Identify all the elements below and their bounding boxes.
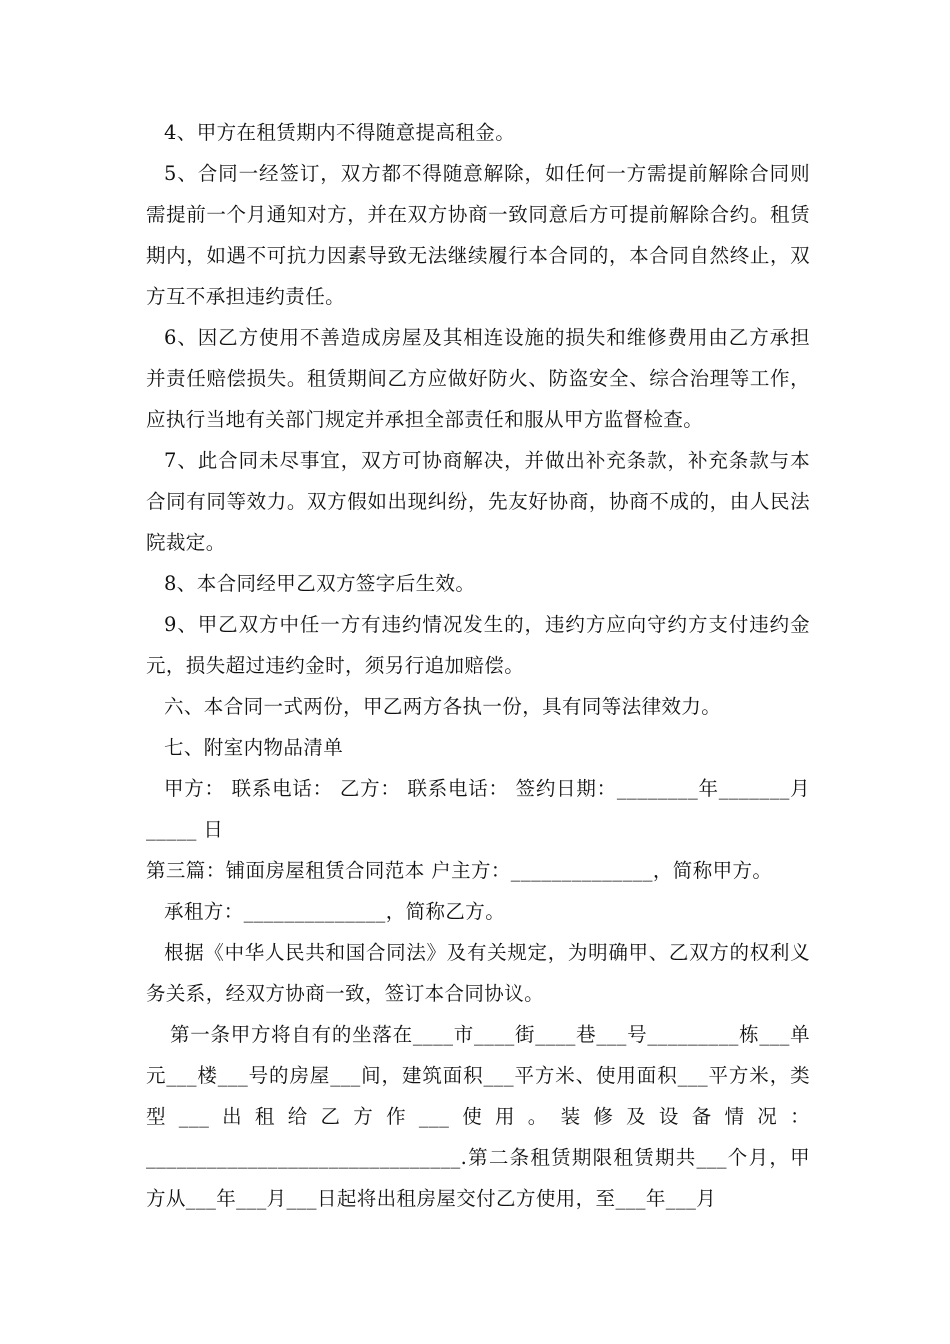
section-six: 六、本合同一式两份，甲乙两方各执一份，具有同等法律效力。	[164, 695, 722, 718]
clause-9: 9、甲乙双方中任一方有违约情况发生的，违约方应向守约方支付违约金 元，损失超过违约金时，须另行追加赔偿。	[146, 613, 810, 677]
signature-line: 甲方： 联系电话： 乙方： 联系电话： 签约日期：________年_______月_____ 日	[146, 777, 810, 841]
article-one: 第一条甲方将自有的坐落在____市____街____巷___号_________栋___单元___楼___号的房屋___间，建筑面积___平方米、使用面积___平方米，类型___出租给乙方作___使用。装修及设备情况：_______________________________.第二条租赁期限租赁期共___个月，甲方从___年___月___日起将出租房屋交付乙方使用，至___年___月	[146, 1023, 811, 1210]
clause-5: 5、合同一经签订，双方都不得随意解除，如任何一方需提前解除合同则需提前一个月通知对方，并在双方协商一致同意后方可提前解除合约。租赁期内，如遇不可抗力因素导致无法继续履行本合同的，本合同自然终止，双方互不承担违约责任。	[146, 162, 810, 308]
clause-4: 4、甲方在租赁期内不得随意提高租金。	[164, 121, 516, 144]
preamble: 根据《中华人民共和国合同法》及有关规定，为明确甲、乙双方的权利义务关系，经双方协商一致，签订本合同协议。	[146, 941, 810, 1005]
clause-7: 7、此合同未尽事宜，双方可协商解决，并做出补充条款，补充条款与本合同有同等效力。双方假如出现纠纷，先友好协商，协商不成的，由人民法院裁定。	[146, 449, 810, 554]
clause-8: 8、本合同经甲乙双方签字后生效。	[164, 572, 476, 595]
part-three-heading: 第三篇：铺面房屋租赁合同范本 户主方：______________，简称甲方。	[146, 859, 773, 882]
section-seven: 七、附室内物品清单	[164, 736, 344, 759]
lessee-line: 承租方：______________，简称乙方。	[164, 900, 506, 923]
clause-6: 6、因乙方使用不善造成房屋及其相连设施的损失和维修费用由乙方承担并责任赔偿损失。租赁期间乙方应做好防火、防盗安全、综合治理等工作，应执行当地有关部门规定并承担全部责任和服从甲方监督检查。	[146, 326, 810, 431]
contract-body	[146, 112, 810, 1219]
